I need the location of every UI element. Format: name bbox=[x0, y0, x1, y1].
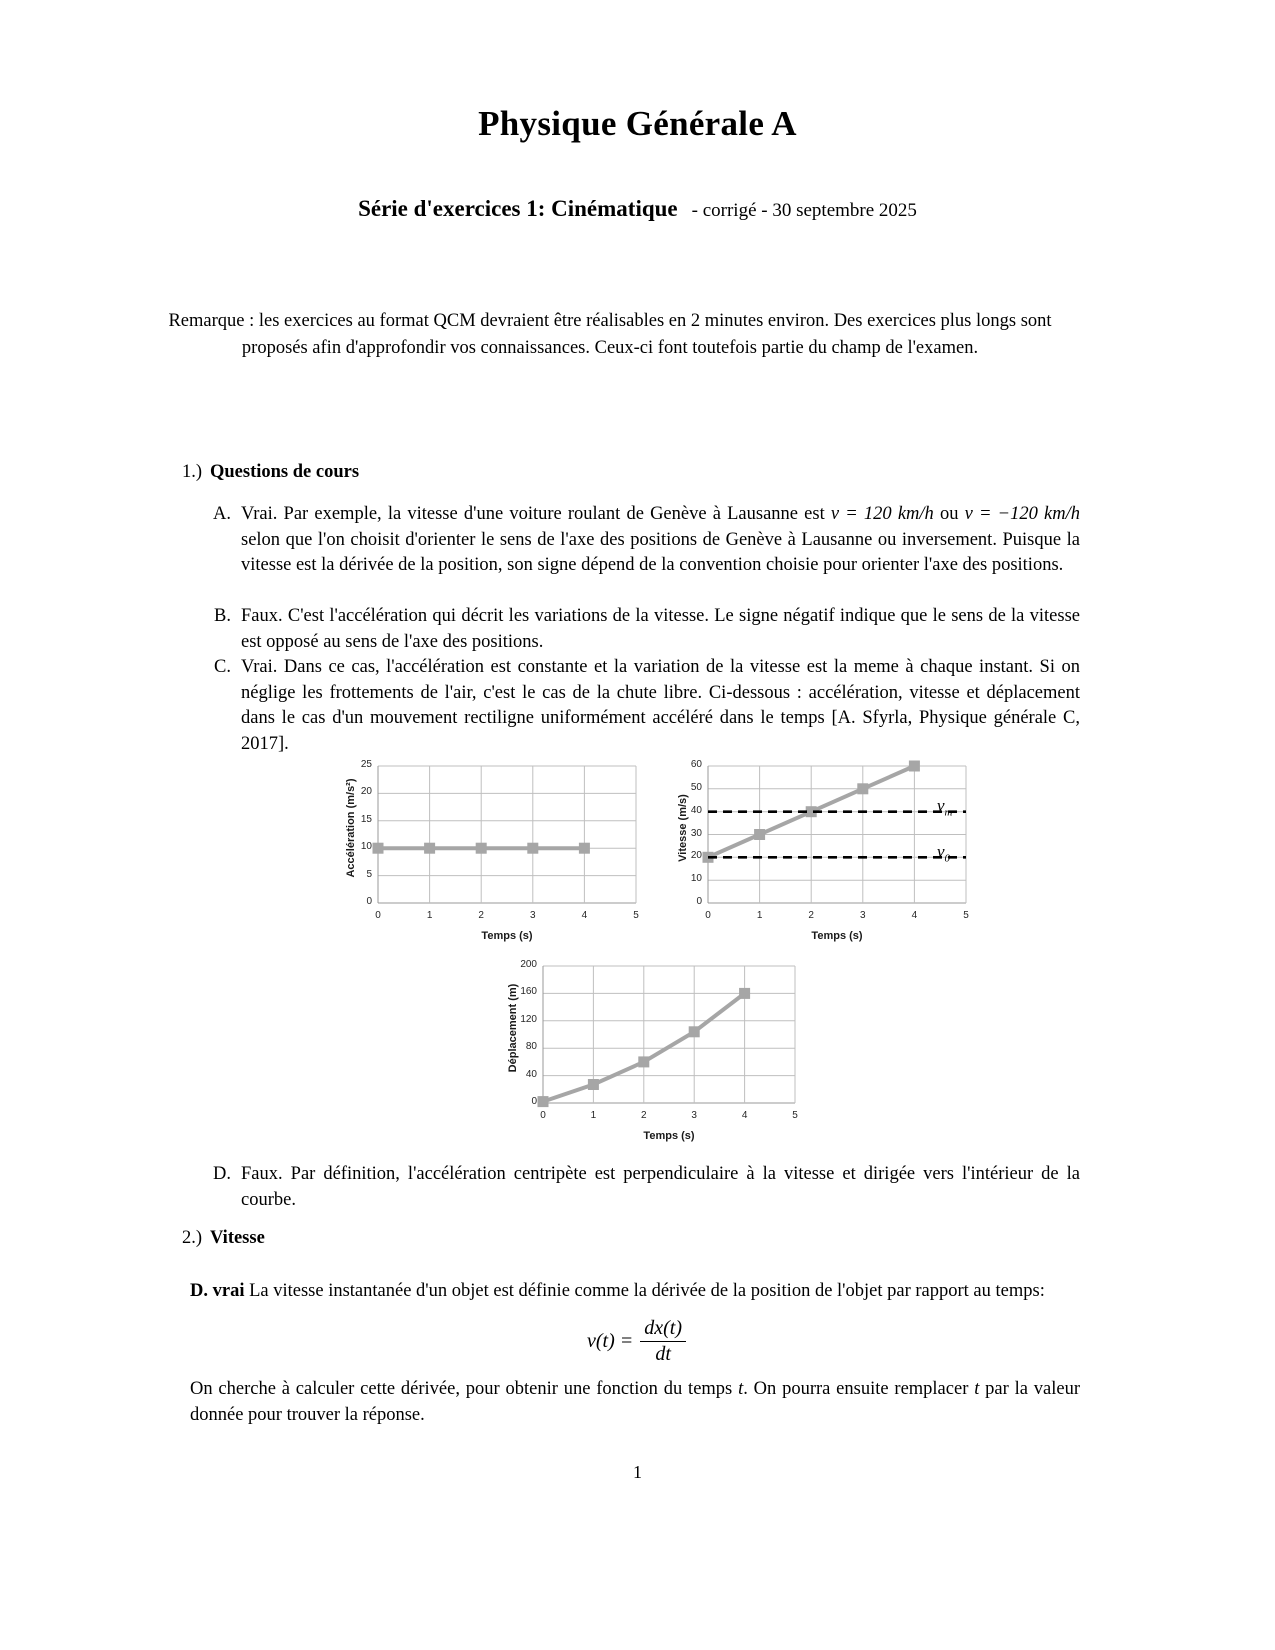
equation-numerator: dx(t) bbox=[640, 1317, 686, 1342]
item-a-math-1: v = 120 km/h bbox=[830, 504, 934, 524]
annotation-v0-label bbox=[937, 842, 950, 864]
deplacement-xtick-1: 1 bbox=[590, 1110, 597, 1121]
followup-var-t2: t bbox=[974, 1379, 980, 1399]
question-1-heading: Questions de cours bbox=[210, 462, 360, 482]
question-1-item-b bbox=[205, 604, 1080, 655]
item-a-text-2: ou bbox=[933, 504, 965, 524]
vm-subscript: m bbox=[944, 806, 953, 819]
acceleration-xtick-4: 4 bbox=[581, 910, 588, 921]
velocity-definition-equation bbox=[0, 1318, 1275, 1367]
item-d-letter: D. bbox=[213, 1164, 231, 1184]
vitesse-xtick-0: 0 bbox=[705, 910, 711, 921]
deplacement-x-axis-title: Temps (s) bbox=[643, 1130, 695, 1142]
question-1-number: 1.) bbox=[181, 462, 202, 482]
question-1-item-d bbox=[205, 1162, 1080, 1213]
item-a-body bbox=[241, 502, 1080, 579]
deplacement-ytick-200: 200 bbox=[520, 959, 537, 970]
document-subtitle bbox=[0, 196, 1275, 222]
item-c-body: Vrai. Dans ce cas, l'accélération est constante et la variation de la vitesse est la meme à chaque instant. Si on néglige les frottements de l'air, c'est le cas de la chute libre. Ci-dessous : accélération, vitesse et déplacement dans le cas d'un mouvement rectiligne uniformément accéléré dans le temps [A. Sfyrla, Physique générale C, 2017]. bbox=[241, 657, 1080, 754]
annotation-vm-label bbox=[937, 796, 953, 818]
chart-deplacement bbox=[495, 958, 815, 1143]
item-a-math-2: v = −120 km/h bbox=[964, 504, 1081, 524]
acceleration-ytick-10: 10 bbox=[360, 841, 372, 853]
equation-fraction bbox=[640, 1317, 686, 1366]
deplacement-xtick-4: 4 bbox=[741, 1110, 748, 1121]
acceleration-xtick-3: 3 bbox=[530, 910, 536, 921]
vm-symbol: v bbox=[937, 796, 945, 815]
item-d-body: Faux. Par définition, l'accélération centripète est perpendiculaire à la vitesse et dirigée vers l'intérieur de la courbe. bbox=[241, 1164, 1080, 1210]
deplacement-ytick-160: 160 bbox=[520, 986, 537, 998]
v0-symbol: v bbox=[937, 842, 945, 861]
vitesse-ytick-20: 20 bbox=[690, 850, 702, 862]
item-b-letter: B. bbox=[214, 606, 231, 626]
deplacement-ytick-80: 80 bbox=[525, 1041, 537, 1053]
equation-lhs: v(t) = bbox=[586, 1330, 634, 1353]
deplacement-ytick-40: 40 bbox=[525, 1068, 537, 1080]
vitesse-xtick-4: 4 bbox=[911, 910, 918, 921]
item-a-text-1: Vrai. Par exemple, la vitesse d'une voiture roulant de Genève à Lausanne est bbox=[241, 504, 831, 524]
acceleration-x-axis-title: Temps (s) bbox=[481, 930, 533, 942]
acceleration-xtick-5: 5 bbox=[633, 910, 639, 921]
acceleration-xtick-1: 1 bbox=[426, 910, 433, 921]
question-1-item-a bbox=[205, 502, 1080, 579]
vitesse-xtick-5: 5 bbox=[963, 910, 969, 921]
vitesse-xtick-1: 1 bbox=[756, 910, 763, 921]
remark-paragraph: Remarque : les exercices au format QCM devraient être réalisables en 2 minutes environ. Des exercices plus longs sont proposés afin d'approfondir vos connaissances. Ceux-ci font toutefois partie du champ de l'examen. bbox=[168, 311, 1052, 358]
item-a-letter: A. bbox=[213, 504, 231, 524]
question-2-followup-paragraph bbox=[190, 1376, 1080, 1428]
acceleration-ytick-20: 20 bbox=[360, 786, 372, 798]
deplacement-xtick-2: 2 bbox=[641, 1110, 647, 1121]
answer-label: D. vrai bbox=[190, 1281, 245, 1301]
question-2-answer-paragraph bbox=[190, 1278, 1080, 1304]
page-number: 1 bbox=[633, 1462, 642, 1482]
question-2-heading: Vitesse bbox=[210, 1228, 265, 1248]
acceleration-ytick-15: 15 bbox=[360, 813, 372, 825]
acceleration-xtick-2: 2 bbox=[478, 910, 484, 921]
deplacement-xtick-5: 5 bbox=[792, 1110, 798, 1121]
vitesse-xtick-3: 3 bbox=[860, 910, 866, 921]
deplacement-xtick-3: 3 bbox=[691, 1110, 697, 1121]
vitesse-x-axis-title: Temps (s) bbox=[811, 930, 863, 942]
deplacement-ytick-0: 0 bbox=[531, 1096, 537, 1107]
gridlines bbox=[543, 966, 795, 1103]
vitesse-ytick-10: 10 bbox=[690, 873, 702, 885]
subtitle-main: Série d'exercices 1: Cinématique bbox=[358, 196, 678, 221]
followup-text-a: On cherche à calculer cette dérivée, pour obtenir une fonction du temps bbox=[190, 1379, 739, 1399]
question-2-number: 2.) bbox=[181, 1228, 202, 1248]
vitesse-y-axis-title: Vitesse (m/s) bbox=[677, 794, 689, 862]
chart-acceleration bbox=[338, 758, 650, 943]
followup-text-b: . On pourra ensuite remplacer bbox=[743, 1379, 975, 1399]
vitesse-ytick-40: 40 bbox=[690, 804, 702, 816]
equation-denominator: dt bbox=[655, 1343, 671, 1365]
subtitle-revision: - corrigé - 30 septembre 2025 bbox=[691, 200, 917, 221]
item-a-text-3: selon que l'on choisit d'orienter le sens de l'axe des positions de Genève à Lausanne ou inversement. Puisque la vitesse est la dérivée de la position, son signe dépend de la convention choisie pour orienter l'axe des positions. bbox=[241, 529, 1080, 575]
item-b-body: Faux. C'est l'accélération qui décrit les variations de la vitesse. Le signe négatif indique que le sens de la vitesse est opposé au sens de l'axe des positions. bbox=[241, 606, 1080, 652]
acceleration-ytick-0: 0 bbox=[366, 896, 372, 907]
item-c-letter: C. bbox=[214, 657, 231, 677]
vitesse-ytick-0: 0 bbox=[696, 896, 702, 907]
followup-text-c: par la valeur donnée pour trouver la réponse. bbox=[190, 1379, 1080, 1425]
vitesse-ytick-50: 50 bbox=[690, 781, 702, 793]
deplacement-ytick-120: 120 bbox=[520, 1013, 537, 1025]
acceleration-ytick-25: 25 bbox=[360, 759, 372, 770]
deplacement-y-axis-title: Déplacement (m) bbox=[507, 983, 519, 1073]
gridlines bbox=[708, 766, 966, 903]
followup-var-t1: t bbox=[738, 1379, 744, 1399]
vitesse-xtick-2: 2 bbox=[808, 910, 814, 921]
v0-subscript: 0 bbox=[944, 852, 951, 865]
vitesse-ytick-60: 60 bbox=[690, 759, 702, 770]
acceleration-xtick-0: 0 bbox=[375, 910, 381, 921]
gridlines bbox=[378, 766, 636, 903]
chart-vitesse bbox=[668, 758, 998, 943]
acceleration-y-axis-title: Accélération (m/s²) bbox=[345, 778, 357, 878]
deplacement-xtick-0: 0 bbox=[540, 1110, 546, 1121]
answer-paragraph-text: La vitesse instantanée d'un objet est définie comme la dérivée de la position de l'objet par rapport au temps: bbox=[244, 1281, 1045, 1301]
page-title: Physique Générale A bbox=[478, 104, 797, 143]
acceleration-ytick-5: 5 bbox=[366, 868, 372, 880]
vitesse-ytick-30: 30 bbox=[690, 827, 702, 839]
question-1-item-c bbox=[205, 655, 1080, 757]
